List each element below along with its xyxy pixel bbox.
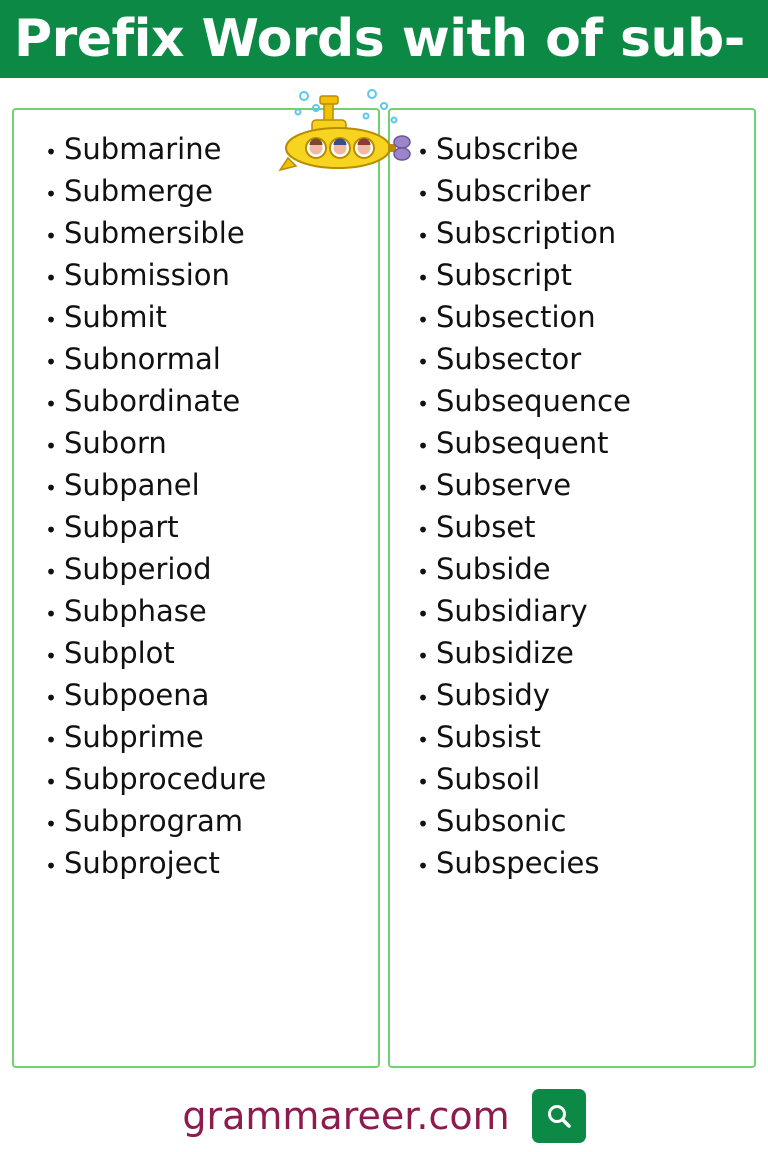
bullet-icon: • xyxy=(417,307,429,332)
bullet-icon: • xyxy=(417,517,429,542)
list-item xyxy=(400,464,744,506)
bullet-icon: • xyxy=(417,811,429,836)
bullet-icon: • xyxy=(417,601,429,626)
word-label: Subnormal xyxy=(64,341,221,376)
bullet-icon: • xyxy=(417,559,429,584)
bullet-icon: • xyxy=(45,601,57,626)
list-item xyxy=(400,212,744,254)
word-label: Subphase xyxy=(64,593,207,628)
bullet-icon: • xyxy=(417,643,429,668)
bullet-icon: • xyxy=(45,265,57,290)
bullet-icon: • xyxy=(45,559,57,584)
bullet-icon: • xyxy=(45,139,57,164)
bullet-icon: • xyxy=(45,769,57,794)
bullet-icon: • xyxy=(45,643,57,668)
word-label: Subsoil xyxy=(436,761,541,796)
list-item xyxy=(24,800,368,842)
list-item xyxy=(24,338,368,380)
list-item xyxy=(24,422,368,464)
word-label: Subsidize xyxy=(436,635,574,670)
list-item xyxy=(400,506,744,548)
word-label: Submission xyxy=(64,257,230,292)
word-label: Subpanel xyxy=(64,467,200,502)
list-item xyxy=(400,296,744,338)
word-label: Subprocedure xyxy=(64,761,267,796)
list-item xyxy=(400,590,744,632)
bullet-icon: • xyxy=(417,769,429,794)
bullet-icon: • xyxy=(417,349,429,374)
bullet-icon: • xyxy=(45,181,57,206)
word-label: Subsonic xyxy=(436,803,567,838)
word-label: Subsection xyxy=(436,299,596,334)
bullet-icon: • xyxy=(45,223,57,248)
bullet-icon: • xyxy=(45,433,57,458)
list-item xyxy=(24,380,368,422)
list-item xyxy=(400,422,744,464)
list-item xyxy=(400,170,744,212)
bullet-icon: • xyxy=(45,685,57,710)
bullet-icon: • xyxy=(417,433,429,458)
list-item xyxy=(24,254,368,296)
page-header xyxy=(0,0,768,78)
bullet-icon: • xyxy=(417,391,429,416)
list-item xyxy=(400,716,744,758)
word-column-right xyxy=(388,108,756,1068)
list-item xyxy=(24,590,368,632)
word-lists xyxy=(12,108,756,1068)
list-item xyxy=(24,548,368,590)
site-name: grammareer.com xyxy=(182,1094,510,1138)
word-label: Subspecies xyxy=(436,845,600,880)
bullet-icon: • xyxy=(417,139,429,164)
list-item xyxy=(400,548,744,590)
list-item xyxy=(24,296,368,338)
list-item xyxy=(24,212,368,254)
list-item xyxy=(400,128,744,170)
word-label: Subscript xyxy=(436,257,573,292)
page-title: Prefix Words with of sub- xyxy=(14,9,745,69)
word-label: Subsidiary xyxy=(436,593,588,628)
bullet-icon: • xyxy=(45,349,57,374)
page-footer xyxy=(0,1080,768,1152)
list-item xyxy=(400,674,744,716)
bullet-icon: • xyxy=(45,307,57,332)
bullet-icon: • xyxy=(417,727,429,752)
bullet-icon: • xyxy=(45,391,57,416)
list-item xyxy=(24,506,368,548)
word-label: Subset xyxy=(436,509,536,544)
search-icon[interactable] xyxy=(532,1089,586,1143)
word-label: Subside xyxy=(436,551,551,586)
bullet-icon: • xyxy=(45,475,57,500)
list-item xyxy=(24,758,368,800)
word-label: Subperiod xyxy=(64,551,212,586)
list-item xyxy=(400,380,744,422)
word-label: Suborn xyxy=(64,425,167,460)
word-label: Subpart xyxy=(64,509,179,544)
bullet-icon: • xyxy=(417,475,429,500)
list-item xyxy=(24,128,368,170)
list-item xyxy=(400,800,744,842)
list-item xyxy=(24,632,368,674)
bullet-icon: • xyxy=(417,685,429,710)
list-item xyxy=(24,464,368,506)
word-label: Subsector xyxy=(436,341,582,376)
word-label: Submit xyxy=(64,299,167,334)
list-item xyxy=(400,842,744,884)
list-item xyxy=(400,338,744,380)
list-item xyxy=(400,632,744,674)
word-list-left xyxy=(24,128,368,884)
word-label: Subserve xyxy=(436,467,572,502)
list-item xyxy=(24,170,368,212)
word-label: Subscribe xyxy=(436,131,579,166)
list-item xyxy=(400,254,744,296)
word-column-left xyxy=(12,108,380,1068)
bullet-icon: • xyxy=(417,853,429,878)
word-label: Subordinate xyxy=(64,383,241,418)
word-label: Subscriber xyxy=(436,173,591,208)
bullet-icon: • xyxy=(417,181,429,206)
word-label: Subprogram xyxy=(64,803,243,838)
list-item xyxy=(24,716,368,758)
list-item xyxy=(400,758,744,800)
list-item xyxy=(24,842,368,884)
bullet-icon: • xyxy=(417,265,429,290)
word-label: Submersible xyxy=(64,215,245,250)
bullet-icon: • xyxy=(45,517,57,542)
bullet-icon: • xyxy=(45,727,57,752)
bullet-icon: • xyxy=(45,853,57,878)
bullet-icon: • xyxy=(45,811,57,836)
word-label: Subscription xyxy=(436,215,617,250)
word-label: Subproject xyxy=(64,845,220,880)
word-label: Subsequent xyxy=(436,425,609,460)
list-item xyxy=(24,674,368,716)
word-label: Subpoena xyxy=(64,677,210,712)
word-label: Subsequence xyxy=(436,383,631,418)
word-label: Subprime xyxy=(64,719,204,754)
word-label: Subplot xyxy=(64,635,175,670)
bullet-icon: • xyxy=(417,223,429,248)
word-label: Subsist xyxy=(436,719,541,754)
word-label: Subsidy xyxy=(436,677,550,712)
word-label: Submerge xyxy=(64,173,213,208)
word-list-right xyxy=(400,128,744,884)
word-label: Submarine xyxy=(64,131,222,166)
